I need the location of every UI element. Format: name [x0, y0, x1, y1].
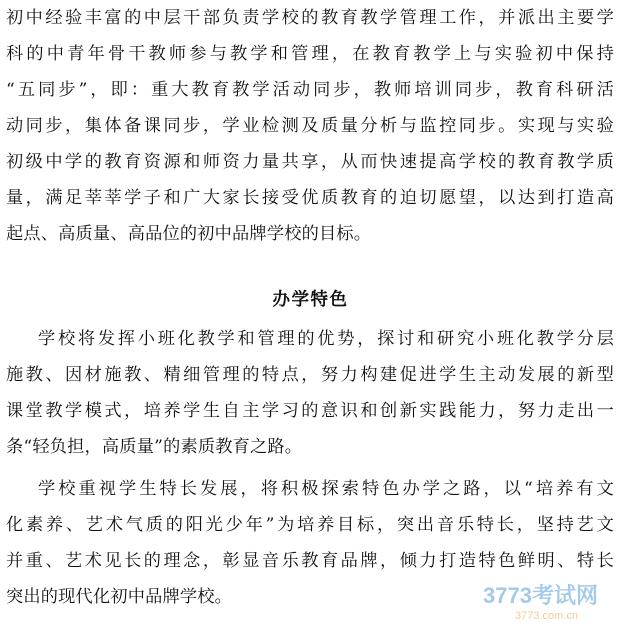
watermark-main-text: 3773考试网	[483, 583, 598, 608]
watermark-sub-text: 3773.com.cn	[515, 610, 578, 622]
para2-line: 施教、因材施教、精细管理的特点，努力构建促进学生主动发展的新型	[6, 365, 614, 385]
para1-line: 初中经验丰富的中层干部负责学校的教育教学管理工作，并派出主要学	[6, 8, 614, 28]
para2-line: 课堂教学模式，培养学生自主学习的意识和创新实践能力，努力走出一	[6, 401, 614, 421]
para1-line: 科的中青年骨干教师参与教学和管理，在教育教学上与实验初中保持	[6, 44, 614, 64]
para3-line: 化素养、艺术气质的阳光少年”为培养目标，突出音乐特长，坚持艺文	[6, 515, 614, 535]
para1-line: 初级中学的教育资源和师资力量共享，从而快速提高学校的教育教学质	[6, 152, 614, 172]
para3-line: 并重、艺术见长的理念，彰显音乐教育品牌，倾力打造特色鲜明、特长	[6, 551, 614, 571]
para3-line: 学校重视学生特长发展，将积极探索特色办学之路，以“培养有文	[38, 479, 614, 499]
para1-line: 量，满足莘莘学子和广大家长接受优质教育的迫切愿望，以达到打造高	[6, 188, 614, 208]
para3-line: 突出的现代化初中品牌学校。	[6, 587, 233, 607]
para2-line: 学校将发挥小班化教学和管理的优势，探讨和研究小班化教学分层	[38, 329, 614, 349]
para1-line: “五同步”，即：重大教育教学活动同步，教师培训同步，教育科研活	[6, 80, 614, 100]
para1-line: 动同步，集体备课同步，学业检测及质量分析与监控同步。实现与实验	[6, 116, 614, 136]
watermark-logo	[481, 579, 611, 625]
para1-line: 起点、高质量、高品位的初中品牌学校的目标。	[6, 224, 372, 244]
section-heading: 办学特色	[272, 290, 349, 310]
para2-line: 条“轻负担，高质量”的素质教育之路。	[6, 437, 303, 457]
